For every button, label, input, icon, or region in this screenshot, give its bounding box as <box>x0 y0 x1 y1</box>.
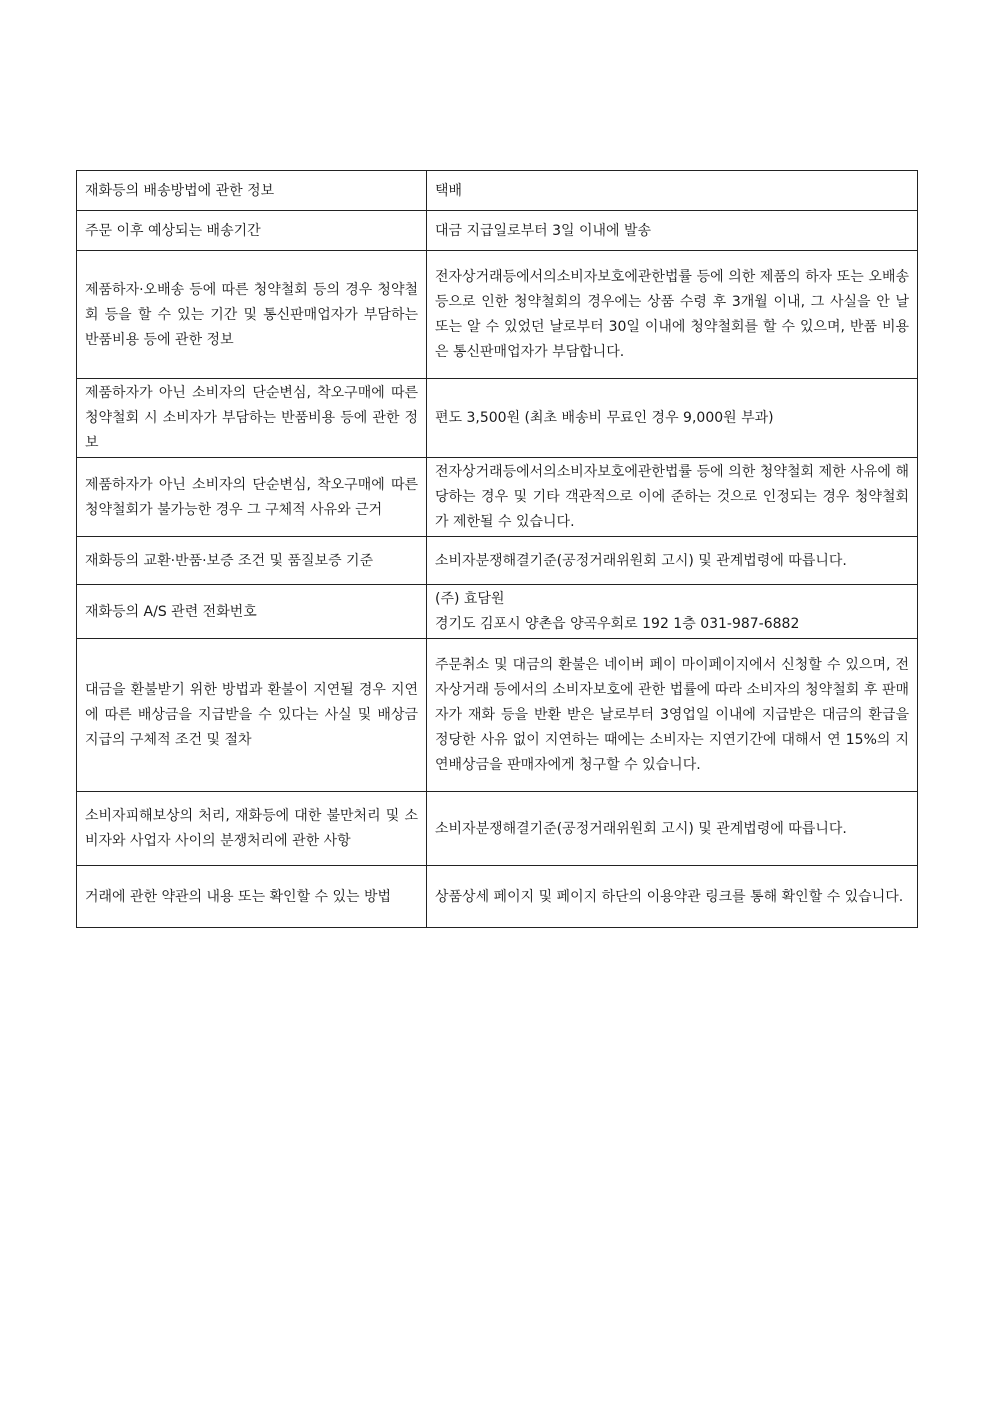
company-name: (주) 효담원 <box>435 591 505 607</box>
table-row <box>77 211 918 251</box>
company-address-phone: 경기도 김포시 양촌읍 양곡우회로 192 1층 031-987-6882 <box>435 616 800 632</box>
row-label: 제품하자·오배송 등에 따른 청약철회 등의 경우 청약철회 등을 할 수 있는 기간 및 통신판매업자가 부담하는 반품비용 등에 관한 정보 <box>77 251 427 379</box>
table-row <box>77 792 918 866</box>
row-value: 대금 지급일로부터 3일 이내에 발송 <box>427 211 918 251</box>
table-row <box>77 585 918 639</box>
row-value: 전자상거래등에서의소비자보호에관한법률 등에 의한 제품의 하자 또는 오배송 등으로 인한 청약철회의 경우에는 상품 수령 후 3개월 이내, 그 사실을 안 날 또는 알 수 있었던 날로부터 30일 이내에 청약철회를 할 수 있으며, 반품 비용은 통신판매업자가 부담합니다. <box>427 251 918 379</box>
table-row <box>77 537 918 585</box>
row-label: 재화등의 교환·반품·보증 조건 및 품질보증 기준 <box>77 537 427 585</box>
product-info-table <box>76 170 918 928</box>
row-label: 제품하자가 아닌 소비자의 단순변심, 착오구매에 따른 청약철회 시 소비자가 부담하는 반품비용 등에 관한 정보 <box>77 379 427 458</box>
row-label: 재화등의 배송방법에 관한 정보 <box>77 171 427 211</box>
table-row <box>77 251 918 379</box>
row-value: 전자상거래등에서의소비자보호에관한법률 등에 의한 청약철회 제한 사유에 해당하는 경우 및 기타 객관적으로 이에 준하는 것으로 인정되는 경우 청약철회가 제한될 수 있습니다. <box>427 458 918 537</box>
row-value: 주문취소 및 대금의 환불은 네이버 페이 마이페이지에서 신청할 수 있으며, 전자상거래 등에서의 소비자보호에 관한 법률에 따라 소비자의 청약철회 후 판매자가 재화 등을 반환 받은 날로부터 3영업일 이내에 지급받은 대금의 환급을 정당한 사유 없이 지연하는 때에는 소비자는 지연기간에 대해서 연 15%의 지연배상금을 판매자에게 청구할 수 있습니다. <box>427 639 918 792</box>
row-value: 소비자분쟁해결기준(공정거래위원회 고시) 및 관계법령에 따릅니다. <box>427 537 918 585</box>
table-row <box>77 458 918 537</box>
row-label: 대금을 환불받기 위한 방법과 환불이 지연될 경우 지연에 따른 배상금을 지급받을 수 있다는 사실 및 배상금 지급의 구체적 조건 및 절차 <box>77 639 427 792</box>
row-label: 거래에 관한 약관의 내용 또는 확인할 수 있는 방법 <box>77 866 427 928</box>
row-label: 소비자피해보상의 처리, 재화등에 대한 불만처리 및 소비자와 사업자 사이의 분쟁처리에 관한 사항 <box>77 792 427 866</box>
row-value: 편도 3,500원 (최초 배송비 무료인 경우 9,000원 부과) <box>427 379 918 458</box>
table-row <box>77 171 918 211</box>
row-value: 택배 <box>427 171 918 211</box>
row-value: 소비자분쟁해결기준(공정거래위원회 고시) 및 관계법령에 따릅니다. <box>427 792 918 866</box>
table-row <box>77 866 918 928</box>
row-label: 재화등의 A/S 관련 전화번호 <box>77 585 427 639</box>
table-row <box>77 639 918 792</box>
row-value <box>427 585 918 639</box>
row-label: 주문 이후 예상되는 배송기간 <box>77 211 427 251</box>
table-row <box>77 379 918 458</box>
row-value: 상품상세 페이지 및 페이지 하단의 이용약관 링크를 통해 확인할 수 있습니다. <box>427 866 918 928</box>
row-label: 제품하자가 아닌 소비자의 단순변심, 착오구매에 따른 청약철회가 불가능한 경우 그 구체적 사유와 근거 <box>77 458 427 537</box>
